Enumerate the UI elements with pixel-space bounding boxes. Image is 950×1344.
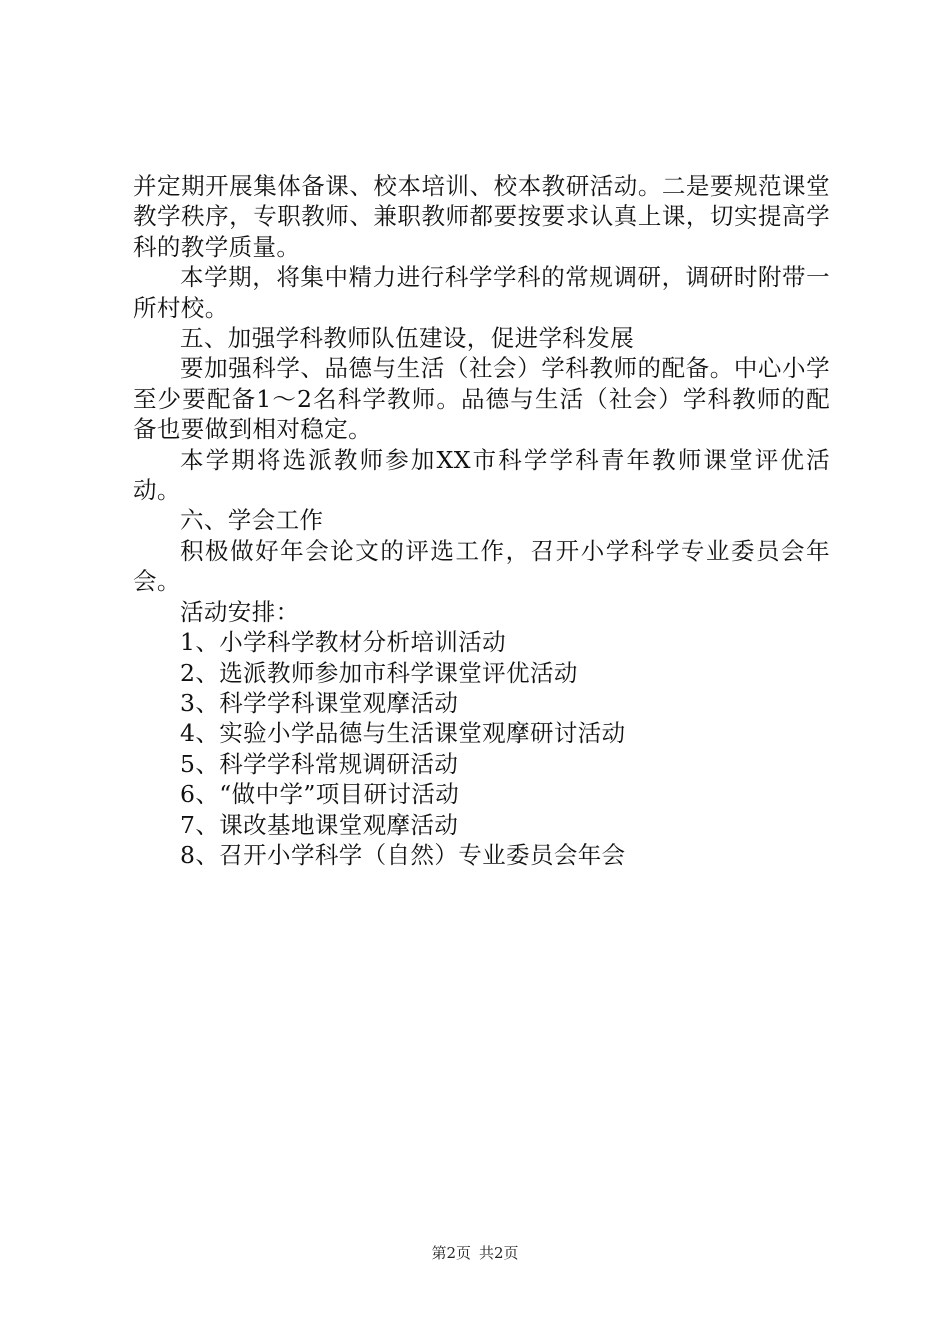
page-number: 第2页 (431, 1244, 471, 1262)
list-item: 2、选派教师参加市科学课堂评优活动 (180, 658, 578, 687)
paragraph-teacher-staffing: 要加强科学、品德与生活（社会）学科教师的配备。中心小学至少要配备1～2名科学教师。品德与生活（社会）学科教师的配备也要做到相对稳定。 (133, 354, 830, 444)
document-body (133, 171, 830, 870)
list-item: 3、科学学科课堂观摩活动 (180, 688, 459, 717)
paragraph-annual-meeting: 积极做好年会论文的评选工作，召开小学科学专业委员会年会。 (133, 536, 830, 596)
paragraph-competition: 本学期将选派教师参加XX市科学学科青年教师课堂评优活动。 (133, 445, 830, 505)
list-item: 5、科学学科常规调研活动 (180, 749, 459, 778)
list-item: 6、“做中学”项目研讨活动 (180, 780, 460, 809)
page-footer (0, 1243, 950, 1263)
list-item: 4、实验小学品德与生活课堂观摩研讨活动 (180, 719, 626, 748)
list-item: 1、小学科学教材分析培训活动 (180, 628, 507, 657)
list-item: 8、召开小学科学（自然）专业委员会年会 (180, 840, 626, 869)
list-item: 7、课改基地课堂观摩活动 (180, 810, 459, 839)
section-heading-five: 五、加强学科教师队伍建设，促进学科发展 (180, 324, 635, 353)
paragraph-continuation: 并定期开展集体备课、校本培训、校本教研活动。二是要规范课堂教学秩序，专职教师、兼职教师都要按要求认真上课，切实提高学科的教学质量。 (133, 172, 830, 261)
activity-list-heading: 活动安排： (180, 597, 300, 626)
page-total: 共2页 (479, 1244, 519, 1262)
paragraph-survey-plan: 本学期，将集中精力进行科学学科的常规调研，调研时附带一所村校。 (133, 263, 830, 322)
section-heading-six: 六、学会工作 (180, 506, 324, 535)
